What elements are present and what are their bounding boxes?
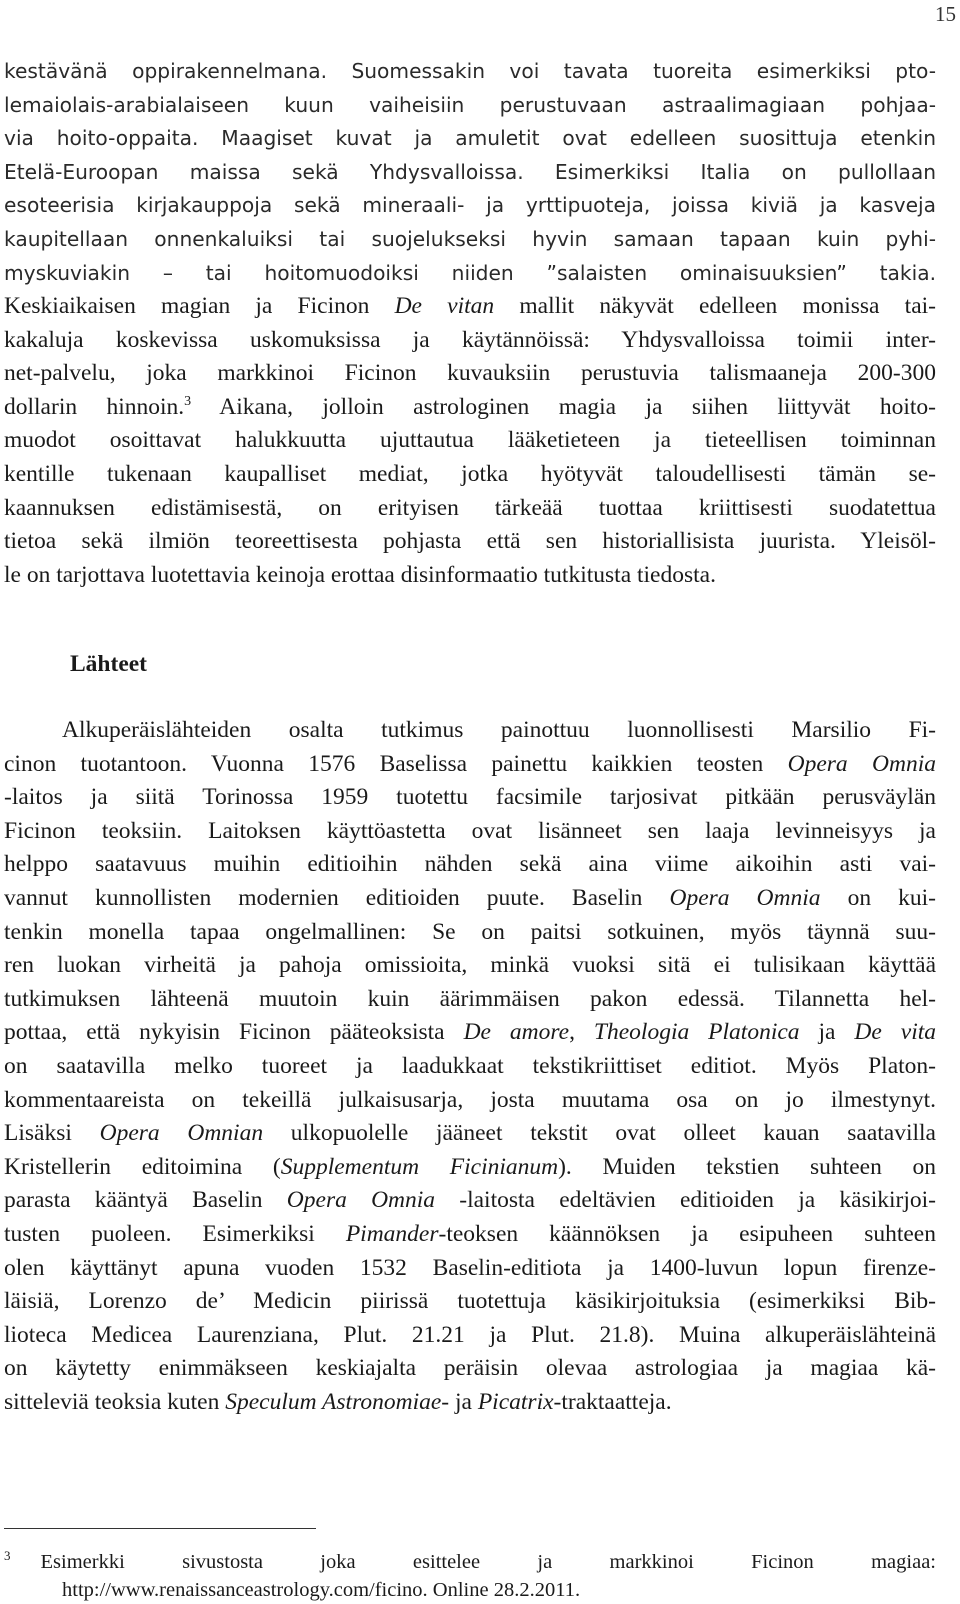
body-paragraph-2 (4, 290, 936, 592)
italic-title: De amore (463, 1019, 570, 1046)
footnote (4, 1548, 936, 1604)
text-line: Lisäksi Opera Omnian ulkopuolelle jääneet tekstit ovat olleet kauan saatavilla (4, 1120, 936, 1147)
text-line: Keskiaikaisen magian ja Ficinon De vitan mallit näkyvät edelleen monissa tai- (4, 293, 936, 319)
italic-title: De vita (854, 1019, 937, 1046)
text-line: kaupitellaan onnenkaluiksi tai suojelukseksi hyvin samaan tapaan kuin pyhi- (4, 226, 936, 251)
text-line: tietoa sekä ilmiön teoreettisesta pohjasta että sen historiallisista juurista. Yleisöl- (4, 528, 936, 555)
text-line: muodot osoittavat halukkuutta ujuttautua lääketieteen ja tieteellisen toiminnan (4, 427, 936, 454)
text-line: helppo saatavuus muihin editioihin nähden sekä aina viime aikoihin asti vai- (4, 851, 936, 878)
italic-title: Picatrix (477, 1388, 554, 1415)
footnote-line: $^3$ Esimerkki sivustosta joka esittelee ja markkinoi Ficinon magiaa: (4, 1548, 936, 1573)
text-line: kakaluja koskevissa uskomuksissa ja käytännöissä: Yhdysvalloissa toimii inter- (4, 326, 936, 353)
text-line: dollarin hinnoin.$^3$ Aikana, jolloin astrologinen magia ja siihen liittyvät hoito- (4, 393, 936, 420)
text-line: tusten puoleen. Esimerkiksi Pimander-teoksen käännöksen ja esipuheen suhteen (4, 1220, 936, 1247)
text-line: olen käyttänyt apuna vuoden 1532 Baselin-editiota ja 1400-luvun lopun firenze- (4, 1254, 936, 1281)
text-line: vannut kunnollisten modernien editioiden puute. Baselin Opera Omnia on kui- (4, 884, 936, 911)
text-line: Alkuperäislähteiden osalta tutkimus painottuu luonnollisesti Marsilio Fi- (62, 717, 936, 743)
text-line: tutkimuksen lähteenä muutoin kuin äärimmäisen pakon edessä. Tilannetta hel- (4, 985, 936, 1012)
text-line: cinon tuotantoon. Vuonna 1576 Baselissa painettu kaikkien teosten Opera Omnia (4, 750, 936, 777)
italic-title: Pimander (345, 1220, 439, 1247)
text-line: kestävänä oppirakennelmana. Suomessakin voi tavata tuoreita esimerkiksi pto- (4, 59, 936, 83)
footnote-url[interactable]: http://www.renaissanceastrology.com/ficino. Online 28.2.2011. (62, 1579, 581, 1601)
text-line: lemaiolais-arabialaiseen kuun vaiheisiin perustuvaan astraalimagiaan pohjaa- (4, 92, 936, 117)
text-line: kaannuksen edistämisestä, on erityisen tärkeää tuottaa kriittisesti suodatettua (4, 494, 936, 521)
footnote-reference[interactable]: 3 (184, 393, 192, 409)
text-line: pottaa, että nykyisin Ficinon pääteoksista De amore, Theologia Platonica ja De vita (4, 1019, 937, 1046)
text-line: via hoito-oppaita. Maagiset kuvat ja amuletit ovat edelleen suosittuja etenkin (4, 126, 936, 151)
footnote-divider (4, 1528, 316, 1529)
text-line: kentille tukenaan kaupalliset mediat, jotka hyötyvät taloudellisesti tämän se- (4, 460, 936, 487)
footnote-marker: 3 (4, 1548, 11, 1564)
text-line: net-palvelu, joka markkinoi Ficinon kuvauksiin perustuvia talismaaneja 200-300 (4, 360, 936, 387)
text-line: parasta kääntyä Baselin Opera Omnia -laitosta edeltävien editioiden ja käsikirjoi- (4, 1187, 936, 1214)
text-line: le on tarjottava luotettavia keinoja erottaa disinformaatio tutkitusta tiedosta. (4, 561, 716, 588)
text-line: -laitos ja siitä Torinossa 1959 tuotettu facsimile tarjosivat pitkään perusväylän (4, 784, 936, 811)
italic-title: De vitan (394, 293, 495, 319)
text-line: läisiä, Lorenzo de’ Medicin piirissä tuotettuja käsikirjoituksia (esimerkiksi Bib- (4, 1288, 936, 1315)
body-paragraph-1 (4, 55, 936, 290)
text-line: ren luokan virheitä ja pahoja omissioita, minkä vuoksi sitä ei tulisikaan käyttää (4, 952, 936, 979)
text-line: on saatavilla melko tuoreet ja laadukkaat tekstikriittiset editiot. Myös Platon- (4, 1052, 936, 1079)
italic-title: Supplementum Ficinianum (280, 1153, 559, 1180)
italic-title: Opera Omnian (99, 1120, 264, 1147)
text-line: lioteca Medicea Laurenziana, Plut. 21.21 ja Plut. 21.8). Muina alkuperäislähteinä (4, 1321, 936, 1348)
italic-title: Theologia Platonica (593, 1019, 800, 1046)
text-line: on käytetty enimmäkseen keskiajalta peräisin olevaa astrologiaa ja magiaa kä- (4, 1355, 936, 1382)
text-line: Ficinon teoksiin. Laitoksen käyttöastetta ovat lisänneet sen laaja levinneisyys ja (4, 817, 936, 844)
text-line: esoteerisia kirjakauppoja sekä mineraali- ja yrttipuoteja, joissa kiviä ja kasveja (4, 193, 936, 218)
text-line: myskuviakin – tai hoitomuodoiksi niiden ”salaisten ominaisuuksien” takia. (4, 260, 936, 285)
page-number: 15 (935, 2, 956, 26)
italic-title: Opera Omnia (286, 1187, 436, 1214)
text-line: tenkin monella tapaa ongelmallinen: Se on paitsi sotkuinen, myös täynnä suu- (4, 918, 936, 945)
text-line: kommentaareista on tekeillä julkaisusarja, josta muutama osa on jo ilmestynyt. (4, 1086, 936, 1113)
italic-title: Speculum Astronomiae (225, 1388, 442, 1415)
italic-title: Opera Omnia (787, 750, 936, 777)
section-heading: Lähteet (70, 651, 148, 677)
sources-paragraph (4, 714, 936, 1419)
text-line: Kristellerin editoimina (Supplementum Ficinianum). Muiden tekstien suhteen on (4, 1153, 936, 1180)
italic-title: Opera Omnia (669, 884, 821, 911)
text-line: Etelä-Euroopan maissa sekä Yhdysvalloissa. Esimerkiksi Italia on pullollaan (4, 159, 936, 184)
text-line: sitteleviä teoksia kuten Speculum Astronomiae- ja Picatrix-traktaatteja. (4, 1388, 672, 1415)
